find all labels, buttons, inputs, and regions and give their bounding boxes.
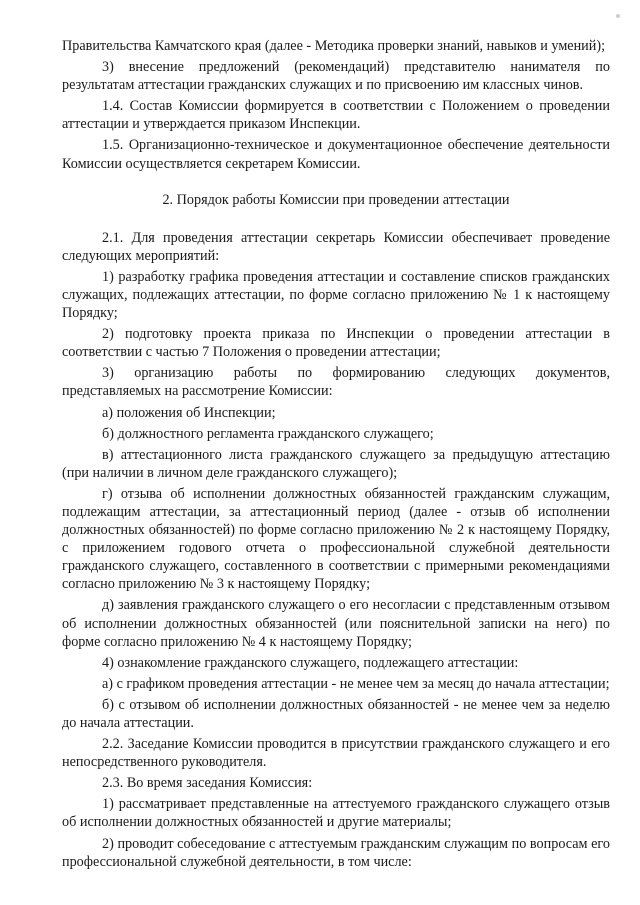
list-item-d: д) заявления гражданского служащего о его несогласии с представленным отзывом об исполнении должностных обязанностей (или пояснительной записки на него) по форме согласно приложению № 4 к настоящему Порядку; bbox=[62, 597, 610, 650]
list-item-4b: б) с отзывом об исполнении должностных обязанностей - не менее чем за неделю до начала аттестации. bbox=[62, 696, 610, 731]
list-item-g: г) отзыва об исполнении должностных обязанностей гражданским служащим, подлежащим аттестации, за аттестационный период (далее - отзыв об исполнении должностных обязанностей) по форме согласно приложению № 2 к настоящему Порядку, с приложением годового отчета о профессиональной служебной деятельности гражданского служащего, составленного в соответствии с примерными рекомендациями согласно приложению № 3 к настоящему Порядку; bbox=[62, 485, 610, 593]
list-item-b: б) должностного регламента гражданского служащего; bbox=[102, 425, 434, 442]
list-item-2-3-2: 2) проводит собеседование с аттестуемым гражданским служащим по вопросам его профессиональной служебной деятельности, в том числе: bbox=[62, 835, 610, 870]
paragraph-2-1: 2.1. Для проведения аттестации секретарь Комиссии обеспечивает проведение следующих мероприятий: bbox=[62, 229, 610, 264]
list-item-2: 2) подготовку проекта приказа по Инспекции о проведении аттестации в соответствии с частью 7 Положения о проведении аттестации; bbox=[62, 326, 610, 361]
list-item-4: 4) ознакомление гражданского служащего, подлежащего аттестации: bbox=[102, 654, 519, 671]
list-item-3: 3) организацию работы по формированию следующих документов, представляемых на рассмотрение Комиссии: bbox=[62, 365, 610, 400]
list-item-v: в) аттестационного листа гражданского служащего за предыдущую аттестацию (при наличии в личном деле гражданского служащего); bbox=[62, 446, 610, 481]
list-item-1: 1) разработку графика проведения аттестации и составление списков гражданских служащих, подлежащих аттестации, по форме согласно приложению № 1 к настоящему Порядку; bbox=[62, 268, 610, 322]
list-item-4a: а) с графиком проведения аттестации - не менее чем за месяц до начала аттестации; bbox=[102, 675, 610, 692]
paragraph-2-3: 2.3. Во время заседания Комиссия: bbox=[102, 775, 313, 792]
section-heading: 2. Порядок работы Комиссии при проведении аттестации bbox=[162, 191, 510, 208]
paragraph-1-5: 1.5. Организационно-техническое и документационное обеспечение деятельности Комиссии осуществляется секретарем Комиссии. bbox=[62, 137, 610, 172]
paragraph-1-4: 1.4. Состав Комиссии формируется в соответствии с Положением о проведении аттестации и утверждается приказом Инспекции. bbox=[62, 98, 610, 133]
paragraph-2-2: 2.2. Заседание Комиссии проводится в присутствии гражданского служащего и его непосредственного руководителя. bbox=[62, 736, 610, 771]
paragraph-continuation: Правительства Камчатского края (далее - Методика проверки знаний, навыков и умений); bbox=[62, 38, 606, 54]
list-item-2-3-1: 1) рассматривает представленные на аттестуемого гражданского служащего отзыв об исполнении должностных обязанностей и другие материалы; bbox=[62, 796, 610, 831]
scan-speck bbox=[616, 14, 620, 18]
paragraph-item-3: 3) внесение предложений (рекомендаций) представителю нанимателя по результатам аттестации гражданских служащих и по присвоению им классных чинов. bbox=[62, 59, 610, 94]
list-item-a: а) положения об Инспекции; bbox=[102, 404, 276, 421]
